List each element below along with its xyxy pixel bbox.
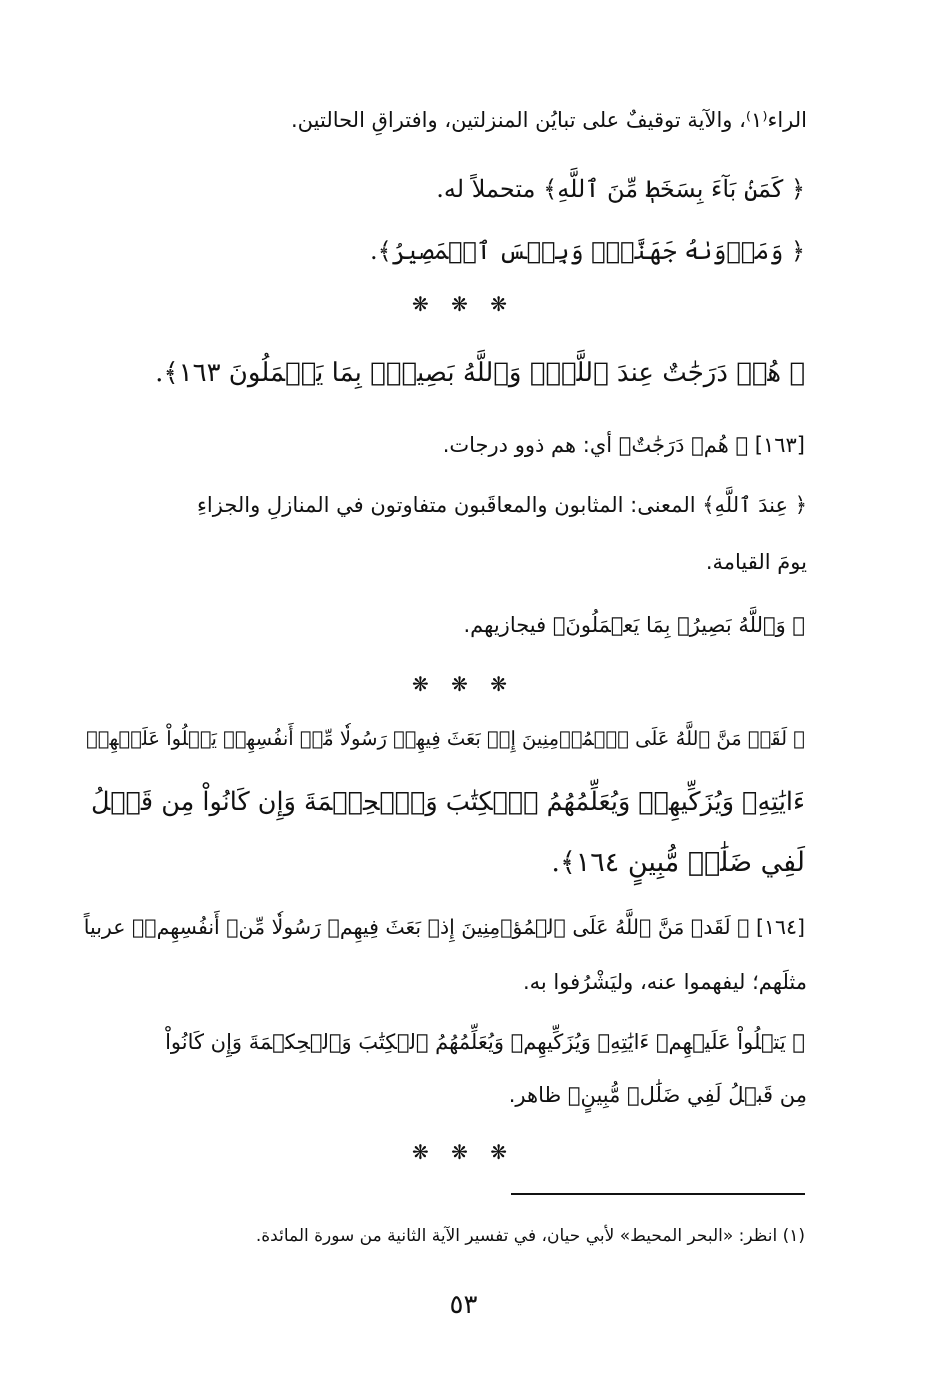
section-separator-1: ❋ ❋ ❋ [412, 292, 515, 316]
text-line-5: [١٦٣] ﴿ هُمۡ دَرَجَٰتٌ﴾ أي: هم ذوو درجات. [442, 433, 805, 457]
text-line-1: الراء⁽١⁾، والآية توقيفٌ على تبايُن المنزلتين، وافتراقِ الحالتين. [290, 108, 807, 132]
text-line-8: ﴿ وَٱللَّهُ بَصِيرُۢ بِمَا يَعۡمَلُونَ﴾ فيجازيهم. [463, 613, 805, 637]
text-line-15: مِن قَبۡلُ لَفِي ضَلَٰلٖ مُّبِينٍ﴾ ظاهر. [508, 1083, 807, 1107]
verse-163: ﴿ هُمۡ دَرَجَٰتٌ عِندَ ٱللَّهِۗ وَٱللَّهُ بَصِيرُۢ بِمَا يَعۡمَلُونَ ١٦٣﴾. [155, 358, 805, 388]
text-line-12: [١٦٤] ﴿ لَقَدۡ مَنَّ ٱللَّهُ عَلَى ٱلۡمُؤۡمِنِينَ إِذۡ بَعَثَ فِيهِمۡ رَسُولٗا مِّنۡ أَنفُسِهِمۡ﴾ عربياً [83, 915, 805, 939]
text-line-13: مثلَهم؛ ليفهموا عنه، وليَشْرُفوا به. [522, 970, 807, 994]
quran-line-3: ﴿ وَمَأۡوَىٰهُ جَهَنَّمُۖ وَبِئۡسَ ٱلۡمَصِيرُ﴾. [370, 237, 805, 265]
footnote-rule [511, 1193, 805, 1195]
section-separator-3: ❋ ❋ ❋ [412, 1140, 515, 1164]
verse-164-line-3: لَفِي ضَلَٰلٖ مُّبِينٍ ١٦٤﴾. [551, 847, 805, 878]
section-separator-2: ❋ ❋ ❋ [412, 672, 515, 696]
text-line-14: ﴿ يَتۡلُواْ عَلَيۡهِمۡ ءَايَٰتِهِۦ وَيُزَكِّيهِمۡ وَيُعَلِّمُهُمُ ٱلۡكِتَٰبَ وَٱلۡحِكۡمَةَ وَإِن كَانُواْ [165, 1030, 805, 1054]
page-number: ٥٣ [449, 1290, 478, 1320]
text-line-7: يومَ القيامة. [705, 550, 807, 574]
footnote: (١) انظر: «البحر المحيط» لأبي حيان، في تفسير الآية الثانية من سورة المائدة. [255, 1226, 805, 1246]
verse-164-line-1: ﴿ لَقَدۡ مَنَّ ٱللَّهُ عَلَى ٱلۡمُؤۡمِنِينَ إِذۡ بَعَثَ فِيهِمۡ رَسُولٗا مِّنۡ أَنفُسِهِمۡ يَتۡلُواْ عَلَيۡهِمۡ [86, 727, 805, 750]
text-line-6: ﴿ عِندَ ٱللَّهِ﴾ المعنى: المثابون والمعاقَبون متفاوتون في المنازلِ والجزاءِ [197, 493, 807, 517]
verse-164-line-2: ءَايَٰتِهِۦ وَيُزَكِّيهِمۡ وَيُعَلِّمُهُمُ ٱلۡكِتَٰبَ وَٱلۡحِكۡمَةَ وَإِن كَانُواْ مِن قَبۡلُ [91, 787, 805, 817]
quran-line-2: ﴿ كَمَنۢ بَآءَ بِسَخَطٖ مِّنَ ٱللَّهِ﴾ متحملاً له. [436, 175, 805, 203]
